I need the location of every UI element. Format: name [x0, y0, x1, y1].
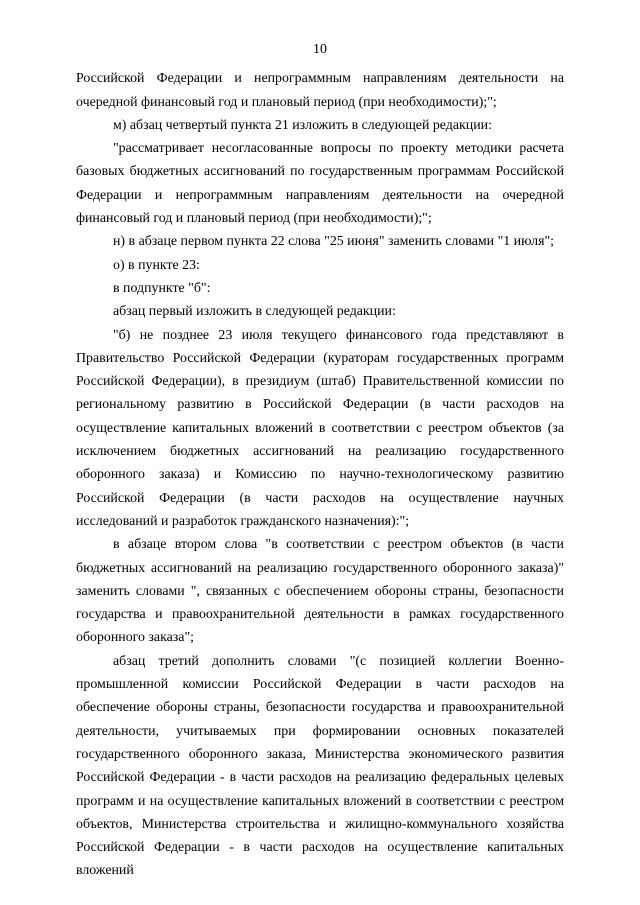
paragraph-7: абзац первый изложить в следующей редакции:: [113, 304, 396, 320]
paragraph-4: н) в абзаце первом пункта 22 слова "25 июня" заменить словами "1 июля";: [113, 234, 554, 250]
document-page: [76, 38, 564, 883]
paragraph-1: Российской Федерации и непрограммным направлениям деятельности на очередной финансовый год и плановый период (при необходимости);";: [76, 71, 564, 110]
paragraph-5: о) в пункте 23:: [113, 257, 200, 273]
paragraph-10: абзац третий дополнить словами "(с позицией коллегии Военно-промышленной комиссии Российской Федерации в части расходов на обеспечение обороны страны, безопасности государства и правоохранительной деятельности, учитываемых при формировании основных показателей государственного оборонного заказа, Министерства экономического развития Российской Федерации - в части расходов на реализацию федеральных целевых программ и на осуществление капитальных вложений в соответствии с реестром объектов, Министерства строительства и жилищно-коммунального хозяйства Российской Федерации - в части расходов на осуществление капитальных вложений: [76, 653, 564, 879]
paragraph-8: "б) не позднее 23 июля текущего финансового года представляют в Правительство Российской Федерации (кураторам государственных программ Российской Федерации), в президиум (штаб) Правительственной комиссии по региональному развитию в Российской Федерации (в части расходов на осуществление капитальных вложений в соответствии с реестром объектов (за исключением бюджетных ассигнований на реализацию государственного оборонного заказа) и Комиссию по научно-технологическому развитию Российской Федерации (в части расходов на осуществление научных исследований и разработок гражданского назначения):";: [76, 327, 564, 529]
paragraph-2: м) абзац четвертый пункта 21 изложить в следующей редакции:: [113, 117, 492, 133]
page-number: 10: [313, 42, 327, 57]
paragraph-3: "рассматривает несогласованные вопросы по проекту методики расчета базовых бюджетных ассигнований по государственным программам Российской Федерации и непрограммным направлениям деятельности на очередной финансовый год и плановый период (при необходимости);";: [76, 141, 564, 227]
document-body: [76, 67, 564, 882]
paragraph-6: в подпункте "б":: [113, 280, 211, 296]
paragraph-9: в абзаце втором слова "в соответствии с реестром объектов (в части бюджетных ассигнований на реализацию государственного оборонного заказа)" заменить словами ", связанных с обеспечением обороны страны, безопасности государства и правоохранительной деятельности в рамках государственного оборонного заказа";: [76, 537, 564, 646]
